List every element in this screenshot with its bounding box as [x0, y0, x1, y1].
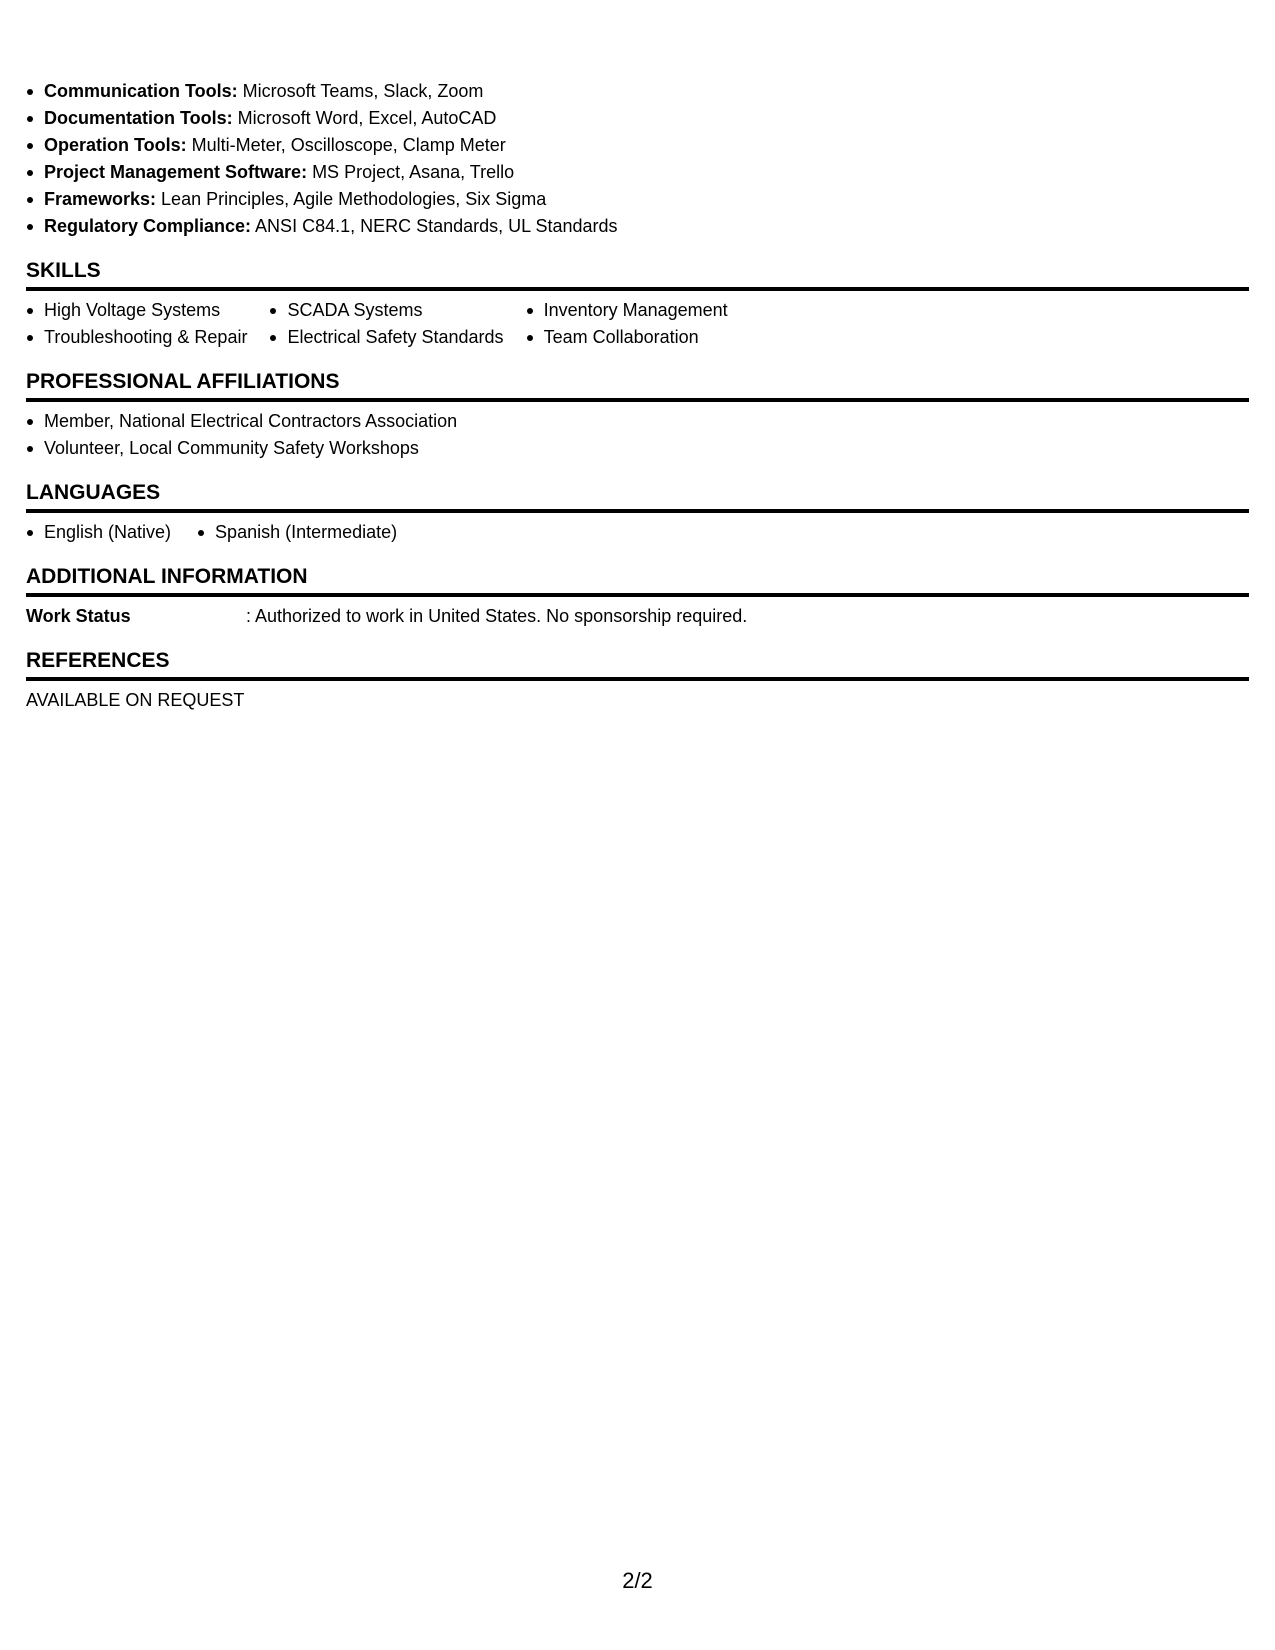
languages-list — [26, 513, 1249, 546]
skills-column-3 — [526, 297, 750, 351]
section-title-additional: ADDITIONAL INFORMATION — [26, 546, 1249, 597]
section-title-languages: LANGUAGES — [26, 462, 1249, 513]
list-item: Documentation Tools: Microsoft Word, Excel, AutoCAD — [26, 105, 1249, 132]
skills-columns — [26, 291, 1249, 351]
skills-section — [26, 240, 1249, 351]
section-title-skills: SKILLS — [26, 240, 1249, 291]
list-item: Volunteer, Local Community Safety Workshops — [26, 435, 1249, 462]
work-status-label: Work Status — [26, 606, 131, 626]
list-item: Spanish (Intermediate) — [197, 519, 397, 546]
list-item: Team Collaboration — [526, 324, 750, 351]
section-title-affiliations: PROFESSIONAL AFFILIATIONS — [26, 351, 1249, 402]
tools-list — [26, 78, 1249, 240]
list-item: Member, National Electrical Contractors Association — [26, 408, 1249, 435]
affiliations-section — [26, 351, 1249, 462]
page-number: 2/2 — [622, 1568, 653, 1593]
additional-info-section — [26, 546, 1249, 630]
references-section — [26, 630, 1249, 714]
skills-column-2 — [269, 297, 525, 351]
list-item: Communication Tools: Microsoft Teams, Slack, Zoom — [26, 78, 1249, 105]
affiliations-list — [26, 402, 1249, 462]
work-status-row — [26, 597, 1249, 630]
resume-page — [26, 78, 1249, 714]
skills-column-1 — [26, 297, 269, 351]
list-item: Project Management Software: MS Project, Asana, Trello — [26, 159, 1249, 186]
work-status-value: : Authorized to work in United States. No sponsorship required. — [246, 606, 748, 626]
list-item: Regulatory Compliance: ANSI C84.1, NERC Standards, UL Standards — [26, 213, 1249, 240]
list-item: English (Native) — [26, 519, 171, 546]
section-title-references: REFERENCES — [26, 630, 1249, 681]
list-item: Inventory Management — [526, 297, 750, 324]
languages-section — [26, 462, 1249, 546]
references-text: AVAILABLE ON REQUEST — [26, 690, 245, 710]
list-item: High Voltage Systems — [26, 297, 269, 324]
list-item: Troubleshooting & Repair — [26, 324, 269, 351]
list-item: Operation Tools: Multi-Meter, Oscilloscope, Clamp Meter — [26, 132, 1249, 159]
list-item: SCADA Systems — [269, 297, 525, 324]
list-item: Frameworks: Lean Principles, Agile Methodologies, Six Sigma — [26, 186, 1249, 213]
list-item: Electrical Safety Standards — [269, 324, 525, 351]
